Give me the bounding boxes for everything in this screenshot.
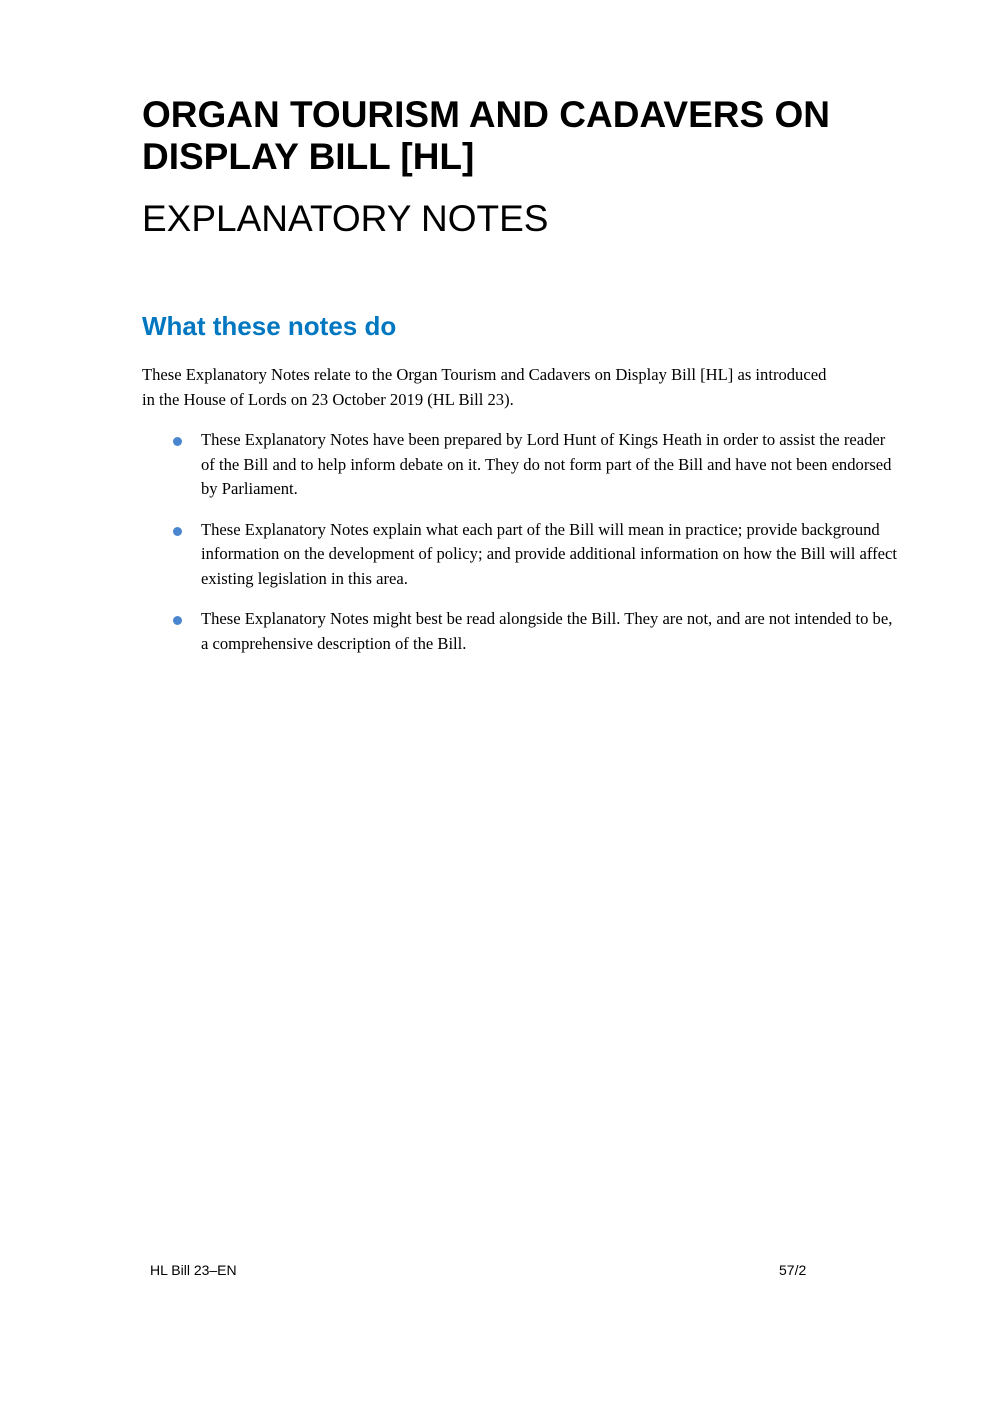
list-item-text: These Explanatory Notes have been prepared by Lord Hunt of Kings Heath in order to assist the reader of the Bill and to help inform debate on it. They do not form part of the Bill and have not been endorsed by Parliament. <box>201 430 892 498</box>
bullet-list <box>142 428 902 672</box>
bullet-icon <box>173 527 182 536</box>
footer-page-code: 57/2 <box>779 1262 807 1278</box>
footer-bill-reference: HL Bill 23–EN <box>150 1262 237 1278</box>
bullet-icon <box>173 437 182 446</box>
list-item-text: These Explanatory Notes explain what each part of the Bill will mean in practice; provide background information on the development of policy; and provide additional information on how the Bill will affect existing legislation in this area. <box>201 519 898 588</box>
bullet-icon <box>173 616 182 625</box>
list-item-text: These Explanatory Notes might best be read alongside the Bill. They are not, and are not intended to be, a comprehensive description of the Bill. <box>201 609 893 653</box>
section-heading: What these notes do <box>142 311 397 341</box>
list-item <box>142 428 902 502</box>
document-title: ORGAN TOURISM AND CADAVERS ON DISPLAY BILL [HL] <box>142 94 830 177</box>
list-item <box>142 518 902 592</box>
document-subtitle: EXPLANATORY NOTES <box>142 198 549 239</box>
intro-paragraph: These Explanatory Notes relate to the Organ Tourism and Cadavers on Display Bill [HL] as introduced in the House of Lords on 23 October 2019 (HL Bill 23). <box>142 365 827 409</box>
list-item <box>142 607 902 656</box>
